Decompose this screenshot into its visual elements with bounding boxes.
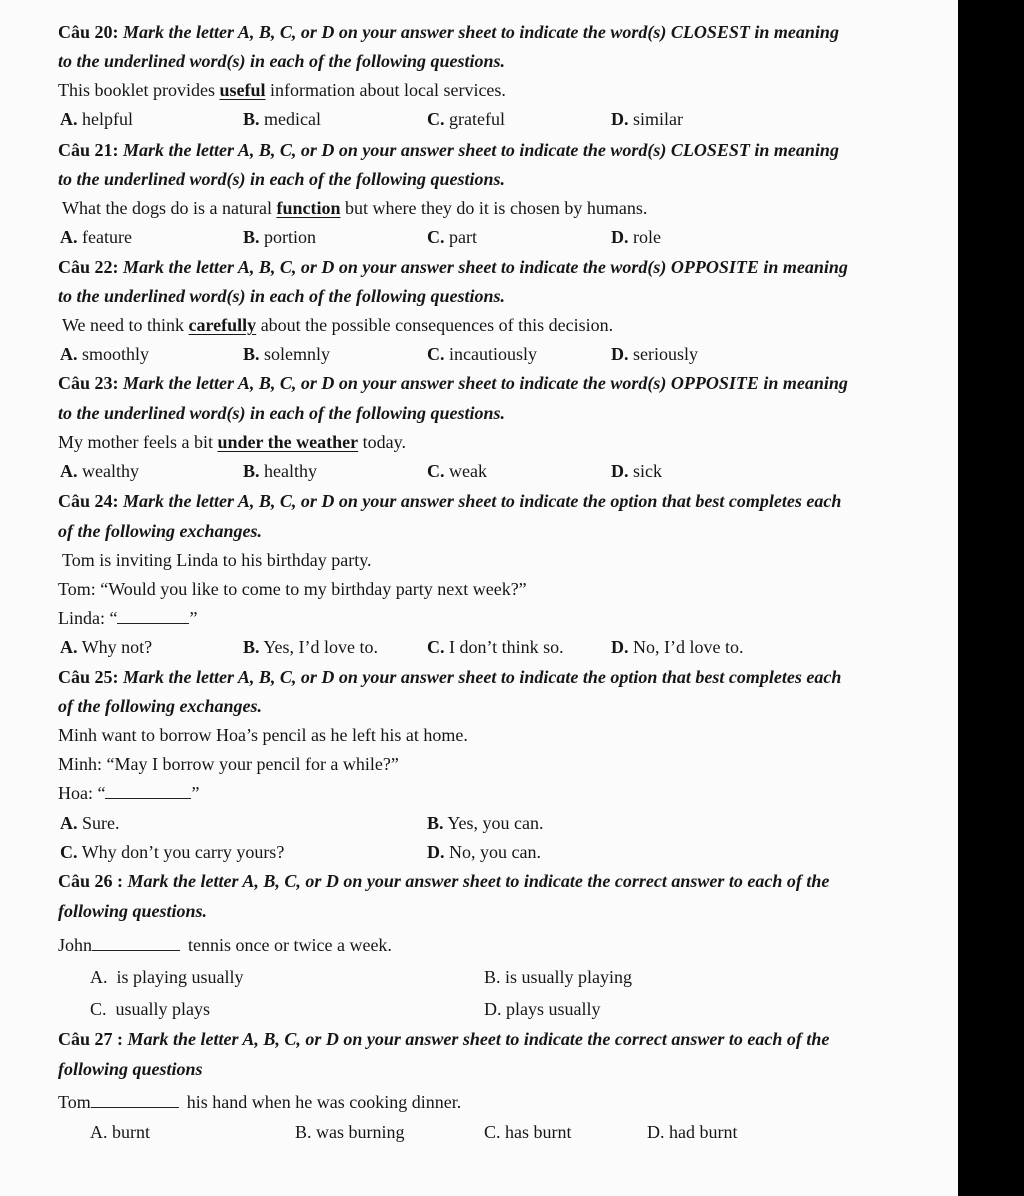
option-d: D. role — [611, 227, 661, 247]
option-c: C. weak — [427, 461, 487, 481]
question-23-stem: My mother feels a bit under the weather today. — [58, 432, 406, 452]
option-c: C. grateful — [427, 109, 505, 129]
question-23-instruction-cont — [58, 401, 928, 425]
question-26-instruction-cont — [58, 899, 928, 923]
instruction-text: Mark the letter A, B, C, or D on your answer sheet to indicate the correct answer to each of the — [127, 1029, 830, 1049]
question-27-instruction-cont — [58, 1057, 928, 1081]
question-20-stem: This booklet provides useful information about local services. — [58, 80, 506, 100]
option-a: A. is playing usually — [90, 967, 244, 987]
instruction-text: to the underlined word(s) in each of the following questions. — [58, 286, 506, 306]
blank-line — [117, 609, 189, 624]
option-d: D. sick — [611, 461, 662, 481]
question-24-dialogue-line: Tom: “Would you like to come to my birthday party next week?” — [58, 579, 527, 599]
option-a: A. feature — [60, 227, 132, 247]
instruction-text: Mark the letter A, B, C, or D on your answer sheet to indicate the correct answer to each of the — [127, 871, 830, 891]
option-d: D. plays usually — [484, 999, 601, 1019]
option-c: C. incautiously — [427, 344, 537, 364]
question-25-answer-blank: Hoa: “ ” — [58, 783, 200, 803]
question-25-instruction-cont — [58, 694, 928, 718]
instruction-text: Mark the letter A, B, C, or D on your answer sheet to indicate the word(s) OPPOSITE in meaning — [123, 373, 848, 393]
question-24-instruction-cont — [58, 519, 928, 543]
option-b: B. healthy — [243, 461, 317, 481]
question-20-instruction-cont — [58, 49, 928, 73]
option-c: C. has burnt — [484, 1122, 572, 1142]
question-26-stem: John tennis once or twice a week. — [58, 935, 392, 955]
option-b: B. solemnly — [243, 344, 331, 364]
question-20-instruction — [58, 20, 928, 44]
option-c: C. usually plays — [90, 999, 211, 1019]
instruction-text: Mark the letter A, B, C, or D on your answer sheet to indicate the option that best completes each — [123, 667, 842, 687]
instruction-text: Mark the letter A, B, C, or D on your answer sheet to indicate the word(s) OPPOSITE in meaning — [123, 257, 848, 277]
instruction-text: Mark the letter A, B, C, or D on your answer sheet to indicate the word(s) CLOSEST in meaning — [123, 22, 839, 42]
question-21-stem: What the dogs do is a natural function but where they do it is chosen by humans. — [62, 198, 648, 218]
option-a: A. smoothly — [60, 344, 150, 364]
blank-line — [92, 936, 180, 951]
option-a: A. wealthy — [60, 461, 139, 481]
question-25-context: Minh want to borrow Hoa’s pencil as he left his at home. — [58, 725, 468, 745]
question-label: Câu 27 : — [58, 1029, 124, 1049]
instruction-text: to the underlined word(s) in each of the following questions. — [58, 51, 506, 71]
instruction-text: of the following exchanges. — [58, 521, 263, 541]
option-d: D. No, I’d love to. — [611, 637, 744, 657]
option-b: B. medical — [243, 109, 321, 129]
instruction-text: of the following exchanges. — [58, 696, 263, 716]
option-c: C. part — [427, 227, 477, 247]
question-label: Câu 24: — [58, 491, 119, 511]
question-21-instruction — [58, 138, 928, 162]
question-25-dialogue-line: Minh: “May I borrow your pencil for a while?” — [58, 754, 399, 774]
question-22-instruction-cont — [58, 284, 928, 308]
option-c: C. I don’t think so. — [427, 637, 564, 657]
instruction-text: to the underlined word(s) in each of the following questions. — [58, 169, 506, 189]
blank-line — [91, 1093, 179, 1108]
option-a: A. burnt — [90, 1122, 150, 1142]
instruction-text: following questions. — [58, 901, 208, 921]
option-c: C. Why don’t you carry yours? — [60, 842, 285, 862]
question-24-context: Tom is inviting Linda to his birthday party. — [62, 550, 372, 570]
question-label: Câu 20: — [58, 22, 119, 42]
option-b: B. Yes, I’d love to. — [243, 637, 379, 657]
option-d: D. seriously — [611, 344, 698, 364]
instruction-text: following questions — [58, 1059, 203, 1079]
option-d: D. had burnt — [647, 1122, 738, 1142]
question-label: Câu 21: — [58, 140, 119, 160]
question-21-instruction-cont — [58, 167, 928, 191]
question-23-instruction — [58, 371, 928, 395]
option-b: B. portion — [243, 227, 317, 247]
underlined-word: under the weather — [217, 432, 359, 452]
question-22-stem: We need to think carefully about the possible consequences of this decision. — [62, 315, 614, 335]
blank-line — [105, 784, 191, 799]
question-26-instruction — [58, 869, 928, 893]
instruction-text: Mark the letter A, B, C, or D on your answer sheet to indicate the option that best completes each — [123, 491, 842, 511]
question-label: Câu 25: — [58, 667, 119, 687]
option-a: A. Sure. — [60, 813, 120, 833]
question-27-stem: Tom his hand when he was cooking dinner. — [58, 1092, 462, 1112]
question-24-answer-blank: Linda: “ ” — [58, 608, 198, 628]
option-b: B. Yes, you can. — [427, 813, 544, 833]
question-label: Câu 23: — [58, 373, 119, 393]
question-27-instruction — [58, 1027, 928, 1051]
question-label: Câu 26 : — [58, 871, 124, 891]
option-d: D. similar — [611, 109, 683, 129]
question-25-instruction — [58, 665, 928, 689]
instruction-text: Mark the letter A, B, C, or D on your answer sheet to indicate the word(s) CLOSEST in meaning — [123, 140, 839, 160]
option-b: B. was burning — [295, 1122, 405, 1142]
option-a: A. helpful — [60, 109, 133, 129]
option-d: D. No, you can. — [427, 842, 541, 862]
underlined-word: carefully — [188, 315, 257, 335]
instruction-text: to the underlined word(s) in each of the following questions. — [58, 403, 506, 423]
underlined-word: useful — [219, 80, 266, 100]
question-24-instruction — [58, 489, 928, 513]
option-a: A. Why not? — [60, 637, 153, 657]
question-22-instruction — [58, 255, 928, 279]
question-label: Câu 22: — [58, 257, 119, 277]
option-b: B. is usually playing — [484, 967, 633, 987]
underlined-word: function — [276, 198, 341, 218]
